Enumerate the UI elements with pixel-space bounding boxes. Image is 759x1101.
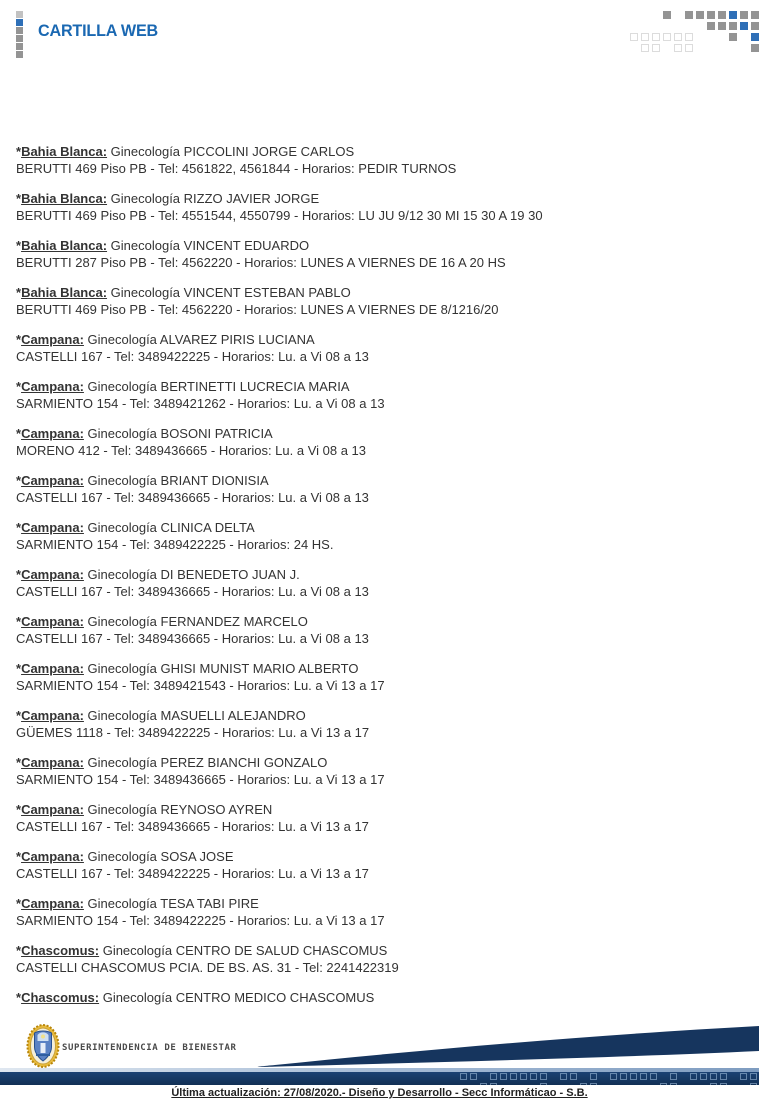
- entry-city: Campana:: [21, 426, 84, 441]
- entry-details: SARMIENTO 154 - Tel: 3489422225 - Horarios: Lu. a Vi 13 a 17: [16, 913, 385, 928]
- decor-square: [510, 1073, 517, 1080]
- provider-entry: [16, 519, 743, 553]
- decor-square: [707, 11, 715, 19]
- entry-details: CASTELLI 167 - Tel: 3489436665 - Horarios: Lu. a Vi 08 a 13: [16, 584, 369, 599]
- entry-bullet: *: [16, 144, 22, 159]
- entry-provider: Ginecología VINCENT EDUARDO: [107, 238, 310, 253]
- decor-square: [751, 33, 759, 41]
- decor-square: [663, 11, 671, 19]
- footer-update-note: Última actualización: 27/08/2020.- Diseño y Desarrollo - Secc Informáticao - S.B.: [171, 1087, 588, 1099]
- decor-square: [490, 1083, 497, 1085]
- provider-entry: [16, 707, 743, 741]
- entry-city: Campana:: [21, 802, 84, 817]
- entry-details: CASTELLI 167 - Tel: 3489422225 - Horarios: Lu. a Vi 13 a 17: [16, 866, 369, 881]
- entry-details: BERUTTI 469 Piso PB - Tel: 4551544, 4550799 - Horarios: LU JU 9/12 30 MI 15 30 A 19 30: [16, 208, 543, 223]
- entry-details: SARMIENTO 154 - Tel: 3489436665 - Horarios: Lu. a Vi 13 a 17: [16, 772, 385, 787]
- provider-entry: [16, 237, 743, 271]
- entry-provider: Ginecología CENTRO DE SALUD CHASCOMUS: [99, 943, 388, 958]
- entry-bullet: *: [16, 238, 22, 253]
- header: [0, 0, 759, 60]
- entry-provider: Ginecología VINCENT ESTEBAN PABLO: [107, 285, 351, 300]
- entry-bullet: *: [16, 661, 22, 676]
- decor-square: [718, 11, 726, 19]
- entry-city: Campana:: [21, 567, 84, 582]
- decor-square: [640, 1073, 647, 1080]
- entry-bullet: *: [16, 426, 22, 441]
- decor-square: [663, 33, 671, 41]
- provider-entry: [16, 754, 743, 788]
- provider-entry: [16, 989, 743, 1006]
- entry-details: SARMIENTO 154 - Tel: 3489421543 - Horarios: Lu. a Vi 13 a 17: [16, 678, 385, 693]
- decor-square: [700, 1073, 707, 1080]
- decor-square: [718, 22, 726, 30]
- decor-square: [720, 1073, 727, 1080]
- entry-bullet: *: [16, 567, 22, 582]
- decor-square: [520, 1073, 527, 1080]
- decor-square: [690, 1073, 697, 1080]
- decor-square: [670, 1073, 677, 1080]
- decor-square: [560, 1073, 567, 1080]
- entry-city: Bahia Blanca:: [21, 144, 108, 159]
- decor-square: [685, 44, 693, 52]
- decor-square: [729, 22, 737, 30]
- entry-bullet: *: [16, 896, 22, 911]
- entry-bullet: *: [16, 755, 22, 770]
- decor-square: [590, 1083, 597, 1085]
- entry-details: MORENO 412 - Tel: 3489436665 - Horarios: Lu. a Vi 08 a 13: [16, 443, 366, 458]
- provider-entry: [16, 284, 743, 318]
- provider-entry: [16, 942, 743, 976]
- entry-city: Campana:: [21, 755, 84, 770]
- footer-bar-squares-decoration: [460, 1073, 757, 1085]
- provider-entry: [16, 566, 743, 600]
- decor-square: [670, 1083, 677, 1085]
- footer: [0, 1024, 759, 1101]
- decor-square: [540, 1073, 547, 1080]
- entry-city: Campana:: [21, 708, 84, 723]
- entry-provider: Ginecología PEREZ BIANCHI GONZALO: [83, 755, 328, 770]
- decor-square: [674, 33, 682, 41]
- entry-city: Chascomus:: [21, 943, 100, 958]
- decor-square: [650, 1073, 657, 1080]
- decor-square: [590, 1073, 597, 1080]
- provider-entry: [16, 425, 743, 459]
- entry-provider: Ginecología REYNOSO AYREN: [83, 802, 273, 817]
- entry-city: Bahia Blanca:: [21, 238, 108, 253]
- decor-square: [460, 1073, 467, 1080]
- entry-city: Chascomus:: [21, 990, 100, 1005]
- decor-square: [710, 1083, 717, 1085]
- entry-details: BERUTTI 469 Piso PB - Tel: 4562220 - Horarios: LUNES A VIERNES DE 8/1216/20: [16, 302, 499, 317]
- decor-square: [652, 33, 660, 41]
- entry-details: SARMIENTO 154 - Tel: 3489421262 - Horarios: Lu. a Vi 08 a 13: [16, 396, 385, 411]
- decor-square: [696, 11, 704, 19]
- provider-entry: [16, 331, 743, 365]
- entry-bullet: *: [16, 332, 22, 347]
- entry-city: Bahia Blanca:: [21, 285, 108, 300]
- entry-provider: Ginecología RIZZO JAVIER JORGE: [107, 191, 320, 206]
- decor-square: [685, 33, 693, 41]
- decor-square: [610, 1073, 617, 1080]
- decor-square: [16, 35, 23, 42]
- brand-squares-icon: [16, 11, 23, 58]
- decor-square: [570, 1073, 577, 1080]
- decor-square: [470, 1073, 477, 1080]
- decor-square: [16, 11, 23, 18]
- entry-provider: Ginecología BERTINETTI LUCRECIA MARIA: [83, 379, 350, 394]
- decor-square: [540, 1083, 547, 1085]
- entry-city: Campana:: [21, 473, 84, 488]
- entry-details: CASTELLI 167 - Tel: 3489436665 - Horarios: Lu. a Vi 08 a 13: [16, 631, 369, 646]
- decor-square: [16, 19, 23, 26]
- entry-bullet: *: [16, 520, 22, 535]
- entry-bullet: *: [16, 802, 22, 817]
- provider-entry: [16, 660, 743, 694]
- decor-square: [710, 1073, 717, 1080]
- decor-square: [707, 22, 715, 30]
- entry-city: Campana:: [21, 520, 84, 535]
- entry-provider: Ginecología ALVAREZ PIRIS LUCIANA: [83, 332, 315, 347]
- decor-square: [530, 1073, 537, 1080]
- entry-bullet: *: [16, 191, 22, 206]
- org-crest-icon: [26, 1024, 60, 1068]
- decor-square: [641, 33, 649, 41]
- entry-provider: Ginecología FERNANDEZ MARCELO: [83, 614, 308, 629]
- decor-square: [641, 44, 649, 52]
- provider-entry: [16, 848, 743, 882]
- entry-provider: Ginecología DI BENEDETO JUAN J.: [83, 567, 300, 582]
- decor-square: [740, 11, 748, 19]
- entry-provider: Ginecología BRIANT DIONISIA: [83, 473, 269, 488]
- decor-square: [751, 11, 759, 19]
- decor-square: [750, 1073, 757, 1080]
- entry-details: CASTELLI 167 - Tel: 3489422225 - Horarios: Lu. a Vi 08 a 13: [16, 349, 369, 364]
- decor-square: [674, 44, 682, 52]
- entry-details: CASTELLI 167 - Tel: 3489436665 - Horarios: Lu. a Vi 08 a 13: [16, 490, 369, 505]
- decor-square: [16, 51, 23, 58]
- decor-square: [652, 44, 660, 52]
- provider-entry: [16, 895, 743, 929]
- header-mosaic-decoration: [630, 11, 759, 52]
- entry-bullet: *: [16, 849, 22, 864]
- provider-entry: [16, 143, 743, 177]
- decor-square: [685, 11, 693, 19]
- entry-bullet: *: [16, 285, 22, 300]
- entry-bullet: *: [16, 614, 22, 629]
- entry-city: Campana:: [21, 849, 84, 864]
- decor-square: [750, 1083, 757, 1085]
- decor-square: [751, 22, 759, 30]
- entry-city: Bahia Blanca:: [21, 191, 108, 206]
- decor-square: [580, 1083, 587, 1085]
- entry-bullet: *: [16, 943, 22, 958]
- decor-square: [620, 1073, 627, 1080]
- decor-square: [500, 1073, 507, 1080]
- provider-entry: [16, 801, 743, 835]
- entry-provider: Ginecología PICCOLINI JORGE CARLOS: [107, 144, 355, 159]
- entry-provider: Ginecología GHISI MUNIST MARIO ALBERTO: [83, 661, 359, 676]
- decor-square: [729, 33, 737, 41]
- decor-square: [480, 1083, 487, 1085]
- provider-entry: [16, 472, 743, 506]
- footer-bar: [0, 1072, 759, 1085]
- decor-square: [630, 1073, 637, 1080]
- entry-city: Campana:: [21, 332, 84, 347]
- entry-provider: Ginecología CLINICA DELTA: [83, 520, 255, 535]
- entry-details: BERUTTI 469 Piso PB - Tel: 4561822, 4561844 - Horarios: PEDIR TURNOS: [16, 161, 457, 176]
- entry-provider: Ginecología CENTRO MEDICO CHASCOMUS: [99, 990, 375, 1005]
- org-name: SUPERINTENDENCIA DE BIENESTAR: [62, 1043, 237, 1053]
- entry-details: CASTELLI CHASCOMUS PCIA. DE BS. AS. 31 - Tel: 2241422319: [16, 960, 399, 975]
- provider-entry: [16, 613, 743, 647]
- decor-square: [490, 1073, 497, 1080]
- entry-provider: Ginecología SOSA JOSE: [83, 849, 234, 864]
- page-title: CARTILLA WEB: [38, 21, 159, 40]
- entry-bullet: *: [16, 379, 22, 394]
- provider-entry: [16, 378, 743, 412]
- decor-square: [660, 1083, 667, 1085]
- entry-details: BERUTTI 287 Piso PB - Tel: 4562220 - Horarios: LUNES A VIERNES DE 16 A 20 HS: [16, 255, 506, 270]
- entry-provider: Ginecología TESA TABI PIRE: [83, 896, 259, 911]
- decor-square: [720, 1083, 727, 1085]
- entry-city: Campana:: [21, 661, 84, 676]
- provider-entry: [16, 190, 743, 224]
- entry-city: Campana:: [21, 614, 84, 629]
- entry-bullet: *: [16, 990, 22, 1005]
- entry-details: GÜEMES 1118 - Tel: 3489422225 - Horarios: Lu. a Vi 13 a 17: [16, 725, 370, 740]
- entry-provider: Ginecología MASUELLI ALEJANDRO: [83, 708, 306, 723]
- entry-city: Campana:: [21, 379, 84, 394]
- decor-square: [16, 43, 23, 50]
- provider-list: [0, 60, 759, 1024]
- decor-square: [630, 33, 638, 41]
- decor-square: [740, 22, 748, 30]
- entry-provider: Ginecología BOSONI PATRICIA: [83, 426, 273, 441]
- entry-details: CASTELLI 167 - Tel: 3489436665 - Horarios: Lu. a Vi 13 a 17: [16, 819, 369, 834]
- decor-square: [729, 11, 737, 19]
- decor-square: [751, 44, 759, 52]
- footer-top: [0, 1024, 759, 1068]
- entry-bullet: *: [16, 473, 22, 488]
- entry-bullet: *: [16, 708, 22, 723]
- entry-details: SARMIENTO 154 - Tel: 3489422225 - Horarios: 24 HS.: [16, 537, 334, 552]
- decor-square: [740, 1073, 747, 1080]
- entry-city: Campana:: [21, 896, 84, 911]
- decor-square: [16, 27, 23, 34]
